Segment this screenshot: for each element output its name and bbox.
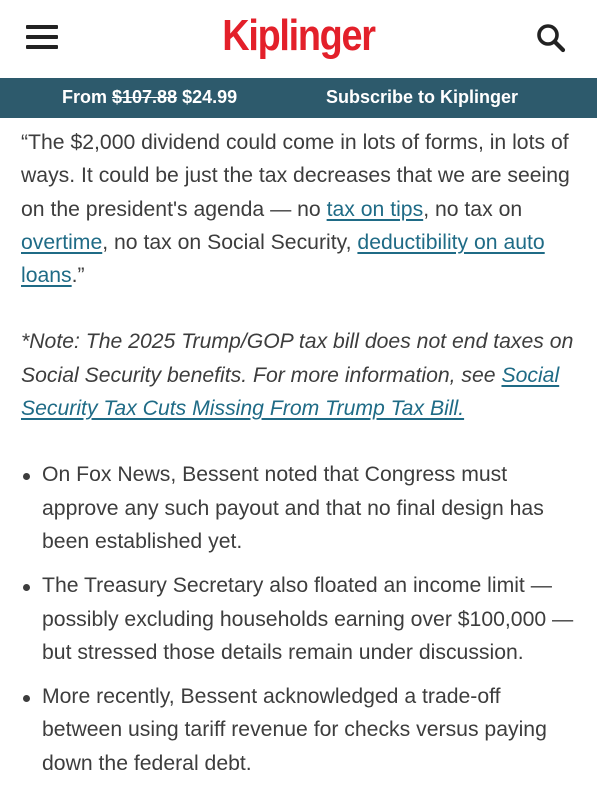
quote-text: .” [71,264,85,288]
quote-text: “The $2,000 dividend could come in lots of forms, in lots of ways. It could be just the tax decreases that we are seeing on the president's agenda — no [21,131,570,221]
site-header [0,0,597,78]
promo-price-link[interactable] [62,87,237,108]
article-body [21,126,581,791]
subscription-promo-bar [0,78,597,118]
promo-from-label: From [62,87,107,107]
editor-note [21,325,581,425]
quote-paragraph [21,126,581,292]
search-icon-glyph [535,22,567,54]
auto-loans-link[interactable]: deductibility on auto loans [21,230,545,288]
quote-text: , no tax on [423,197,523,221]
list-item: On Fox News, Bessent noted that Congress must approve any such payout and that no final design has been established yet. [21,458,581,558]
tax-on-tips-link[interactable]: tax on tips [326,197,424,221]
quote-text: , no tax on Social Security, [102,230,358,254]
bullet-list [21,458,581,780]
kiplinger-logo[interactable]: Kiplinger [222,11,375,60]
list-item: The Treasury Secretary also floated an income limit — possibly excluding households earning over $100,000 — but stressed those details remain under discussion. [21,569,581,669]
list-item: More recently, Bessent acknowledged a trade-off between using tariff revenue for checks versus paying down the federal debt. [21,680,581,780]
social-security-tax-cuts-link[interactable]: Social Security Tax Cuts Missing From Trump Tax Bill. [21,363,560,421]
overtime-link[interactable]: overtime [21,230,103,254]
promo-new-price: $24.99 [182,87,238,107]
note-text: *Note: The 2025 Trump/GOP tax bill does not end taxes on Social Security benefits. For more information, see [21,330,574,387]
promo-old-price: $107.88 [112,87,178,107]
search-icon[interactable] [535,22,567,54]
subscribe-link[interactable]: Subscribe to Kiplinger [326,87,519,107]
